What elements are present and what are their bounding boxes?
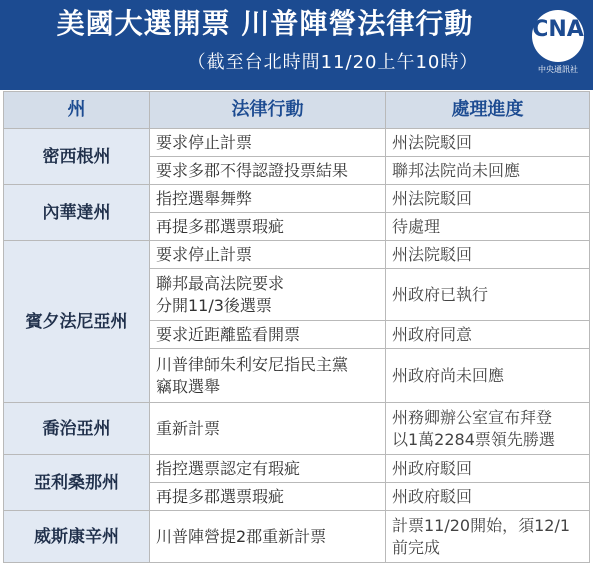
action-cell: 指控選票認定有瑕疵 [150, 455, 386, 483]
action-cell: 要求多郡不得認證投票結果 [150, 157, 386, 185]
state-cell: 威斯康辛州 [4, 511, 150, 563]
header-divider [0, 88, 593, 90]
status-cell: 州法院駁回 [386, 241, 590, 269]
header-banner [0, 0, 593, 88]
state-cell: 密西根州 [4, 129, 150, 185]
action-cell: 再提多郡選票瑕疵 [150, 213, 386, 241]
state-cell: 喬治亞州 [4, 403, 150, 455]
table-row [4, 455, 590, 483]
table-row [4, 241, 590, 269]
column-header-state: 州 [4, 92, 150, 129]
action-cell: 要求停止計票 [150, 241, 386, 269]
status-cell: 聯邦法院尚未回應 [386, 157, 590, 185]
table-row [4, 511, 590, 563]
column-header-action: 法律行動 [150, 92, 386, 129]
action-cell: 川普律師朱利安尼指民主黨 竊取選舉 [150, 349, 386, 403]
action-cell: 要求停止計票 [150, 129, 386, 157]
table-row [4, 185, 590, 213]
status-cell: 州政府尚未回應 [386, 349, 590, 403]
status-cell: 州法院駁回 [386, 185, 590, 213]
status-cell: 待處理 [386, 213, 590, 241]
table-row [4, 403, 590, 455]
action-cell: 指控選舉舞弊 [150, 185, 386, 213]
status-cell: 州法院駁回 [386, 129, 590, 157]
action-cell: 重新計票 [150, 403, 386, 455]
action-cell: 要求近距離監看開票 [150, 321, 386, 349]
column-header-status: 處理進度 [386, 92, 590, 129]
status-cell: 州務卿辦公室宣布拜登 以1萬2284票領先勝選 [386, 403, 590, 455]
table-header-row [4, 92, 590, 129]
page-subtitle: （截至台北時間11/20上午10時） [187, 52, 479, 73]
action-cell: 聯邦最高法院要求 分開11/3後選票 [150, 269, 386, 321]
status-cell: 州政府同意 [386, 321, 590, 349]
logo-mark: CNA [532, 17, 584, 42]
status-cell: 州政府駁回 [386, 455, 590, 483]
state-cell: 亞利桑那州 [4, 455, 150, 511]
status-cell: 州政府已執行 [386, 269, 590, 321]
legal-actions-table [3, 91, 590, 563]
table-row [4, 129, 590, 157]
page-title: 美國大選開票 川普陣營法律行動 [56, 7, 474, 40]
action-cell: 再提多郡選票瑕疵 [150, 483, 386, 511]
logo-caption: 中央通訊社 [538, 65, 578, 74]
action-cell: 川普陣營提2郡重新計票 [150, 511, 386, 563]
state-cell: 內華達州 [4, 185, 150, 241]
cna-logo-icon [532, 10, 584, 62]
status-cell: 州政府駁回 [386, 483, 590, 511]
state-cell: 賓夕法尼亞州 [4, 241, 150, 403]
status-cell: 計票11/20開始，須12/1 前完成 [386, 511, 590, 563]
